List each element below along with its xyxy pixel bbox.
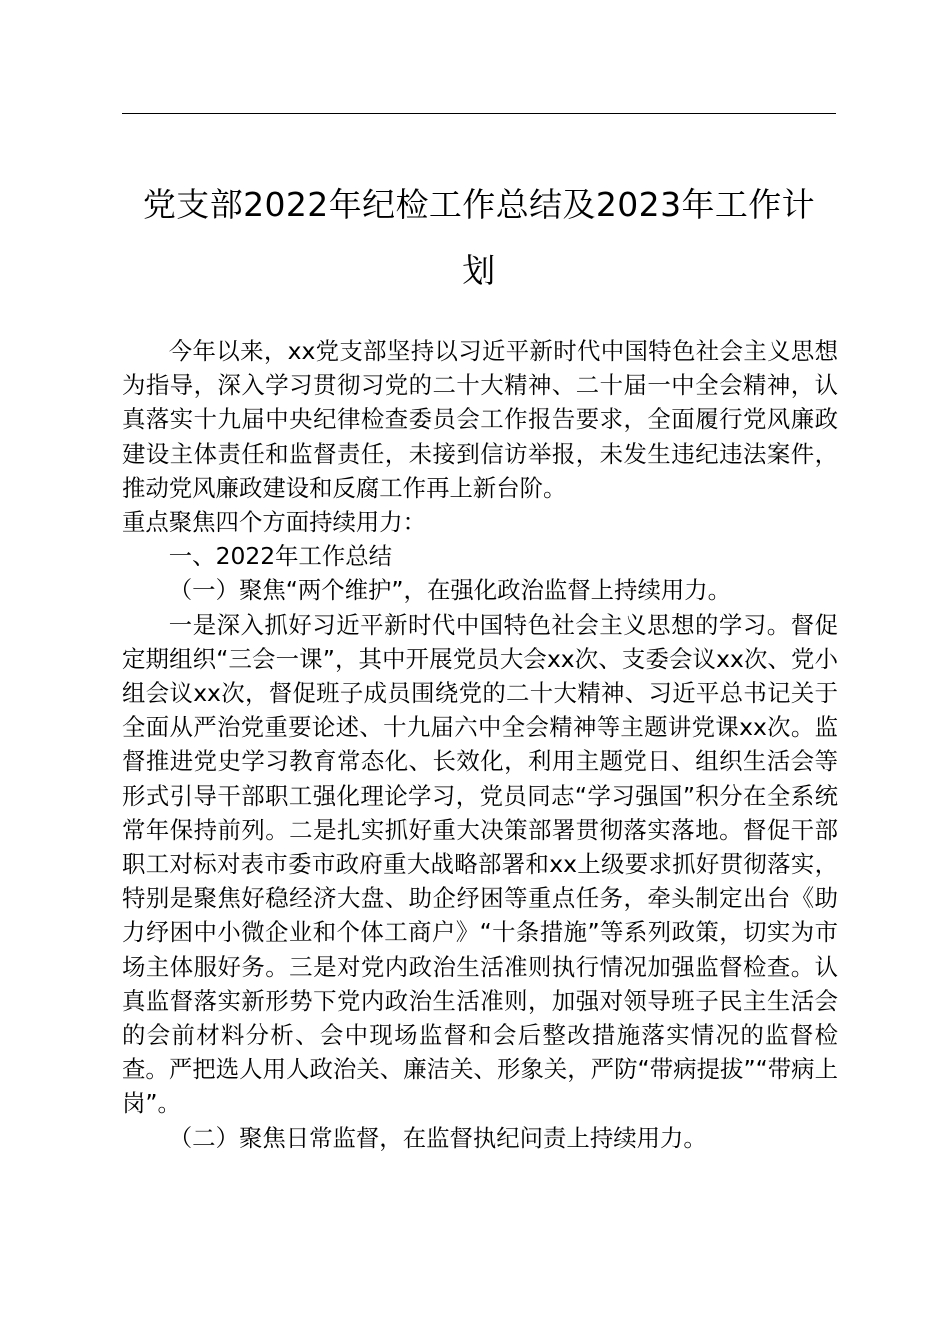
subsection-heading-1: （一）聚焦“两个维护”，在强化政治监督上持续用力。 <box>168 576 732 605</box>
header-rule <box>122 113 836 114</box>
title-line-1: 党支部2022年纪检工作总结及2023年工作计 <box>142 185 816 224</box>
focus-paragraph: 重点聚焦四个方面持续用力： <box>122 508 427 537</box>
document-title <box>122 172 836 304</box>
title-line-2: 划 <box>462 251 496 290</box>
body-paragraph: 一是深入抓好习近平新时代中国特色社会主义思想的学习。督促定期组织“三会一课”，其中开展党员大会xx次、支委会议xx次、党小组会议xx次，督促班子成员围绕党的二十大精神、习近平总书记关于全面从严治党重要论述、十九届六中全会精神等主题讲党课xx次。监督推进党史学习教育常态化、长效化，利用主题党日、组织生活会等形式引导干部职工强化理论学习，党员同志“学习强国”积分在全系统常年保持前列。二是扎实抓好重大决策部署贯彻落实落地。督促干部职工对标对表市委市政府重大战略部署和xx上级要求抓好贯彻落实，特别是聚焦好稳经济大盘、助企纾困等重点任务，牵头制定出台《助力纾困中小微企业和个体工商户》“十条措施”等系列政策，切实为市场主体服好务。三是对党内政治生活准则执行情况加强监督检查。认真监督落实新形势下党内政治生活准则，加强对领导班子民主生活会的会前材料分析、会中现场监督和会后整改措施落实情况的监督检查。严把选人用人政治关、廉洁关、形象关，严防“带病提拔”“带病上岗”。 <box>122 610 838 1118</box>
document-body <box>122 334 838 1155</box>
intro-paragraph: 今年以来，xx党支部坚持以习近平新时代中国特色社会主义思想为指导，深入学习贯彻习党的二十大精神、二十届一中全会精神，认真落实十九届中央纪律检查委员会工作报告要求，全面履行党风廉政建设主体责任和监督责任，未接到信访举报，未发生违纪违法案件，推动党风廉政建设和反腐工作再上新台阶。 <box>122 337 838 502</box>
section-heading: 一、2022年工作总结 <box>168 542 393 571</box>
subsection-heading-2: （二）聚焦日常监督，在监督执纪问责上持续用力。 <box>168 1123 707 1152</box>
